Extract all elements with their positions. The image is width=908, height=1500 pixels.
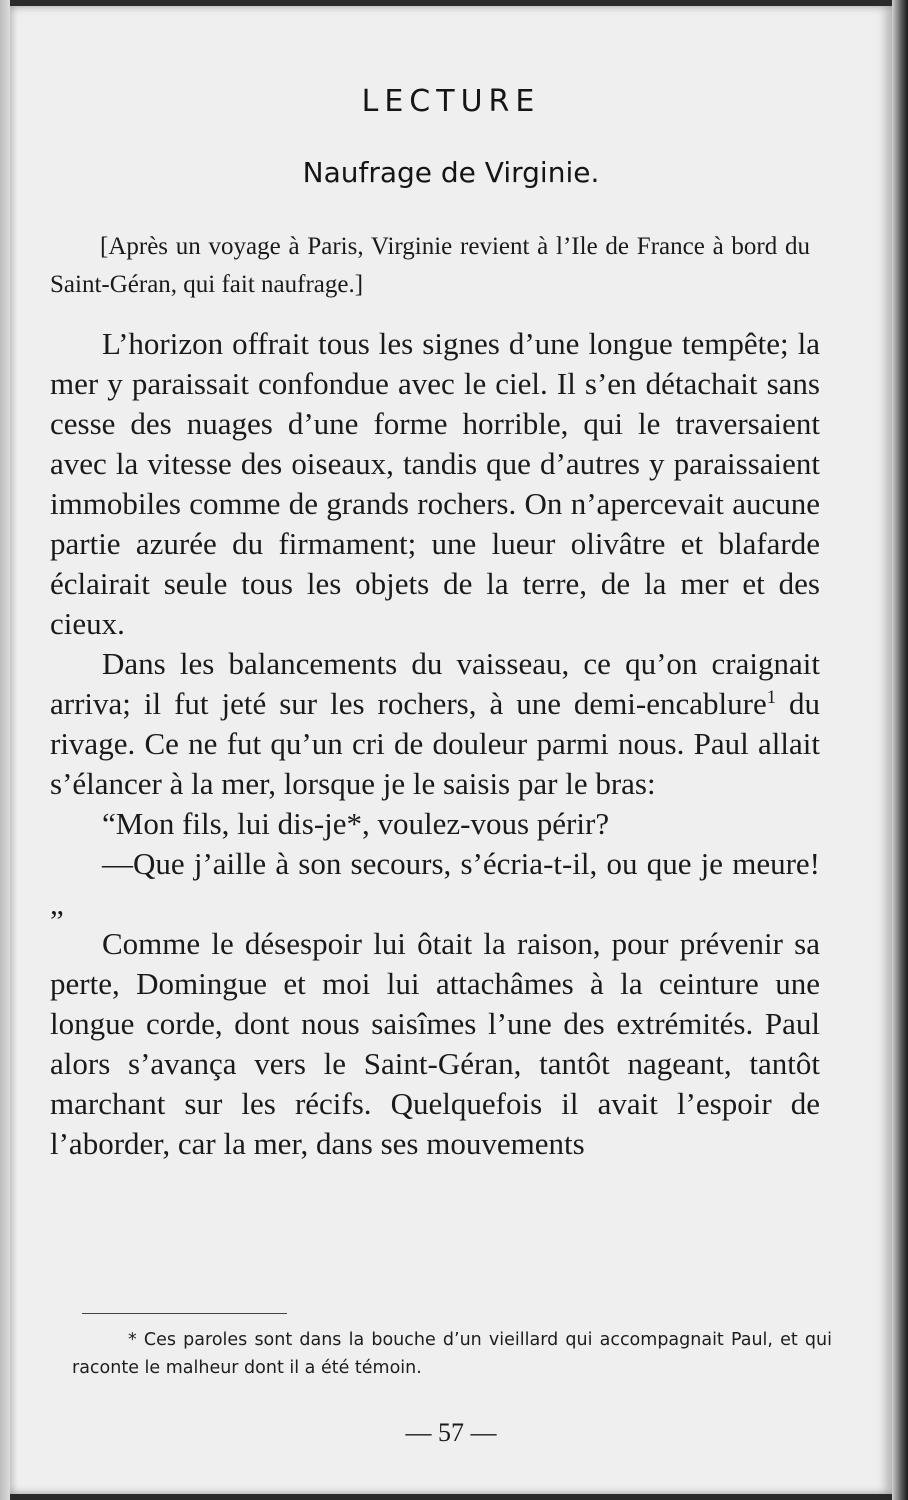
main-text bbox=[50, 324, 820, 1164]
book-spine-shadow bbox=[892, 0, 908, 1500]
page-left-edge bbox=[0, 0, 10, 1500]
page-number: — 57 — bbox=[405, 1418, 497, 1447]
footnote-divider bbox=[82, 1313, 287, 1314]
intro-text: [Après un voyage à Paris, Virginie revient à l’Ile de France à bord du Saint-Géran, qui fait naufrage.] bbox=[50, 233, 810, 298]
intro-note bbox=[50, 228, 810, 304]
page-title: Naufrage de Virginie. bbox=[302, 156, 600, 189]
footnote bbox=[72, 1326, 832, 1382]
paragraph-2 bbox=[50, 644, 820, 804]
section-heading: LECTURE bbox=[361, 84, 541, 119]
footnote-text: * Ces paroles sont dans la bouche d’un vieillard qui accompagnait Paul, et qui raconte le malheur dont il a été témoin. bbox=[72, 1330, 832, 1378]
paragraph-2-part-b: du rivage. Ce ne fut qu’un cri de douleur parmi nous. Paul allait s’élancer à la mer, lorsque je le saisis par le bras: bbox=[50, 686, 820, 801]
paragraph-5: Comme le désespoir lui ôtait la raison, pour prévenir sa perte, Domingue et moi lui attachâmes à la ceinture une longue corde, dont nous saisîmes l’une des extrémités. Paul alors s’avança vers le Saint-Géran, tantôt nageant, tantôt marchant sur les récifs. Quelquefois il avait l’espoir de l’aborder, car la mer, dans ses mouvements bbox=[50, 926, 820, 1161]
paragraph-3: “Mon fils, lui dis-je*, voulez-vous périr? bbox=[102, 806, 610, 841]
paragraph-2-part-a: Dans les balancements du vaisseau, ce qu’on craignait arriva; il fut jeté sur les rochers, à une demi-encablure bbox=[50, 646, 820, 721]
paragraph-1: L’horizon offrait tous les signes d’une longue tempête; la mer y paraissait confondue avec le ciel. Il s’en détachait sans cesse des nuages d’une forme horrible, qui le traversaient avec la vitesse des oiseaux, tandis que d’autres y paraissaient immobiles comme de grands rochers. On n’apercevait aucune partie azurée du firmament; une lueur olivâtre et blafarde éclairait seule tous les objets de la terre, de la mer et des cieux. bbox=[50, 326, 820, 641]
footnote-marker: 1 bbox=[766, 686, 777, 708]
book-page bbox=[10, 6, 892, 1494]
paragraph-4: —Que j’aille à son secours, s’écria-t-il, ou que je meure!„ bbox=[50, 846, 820, 921]
